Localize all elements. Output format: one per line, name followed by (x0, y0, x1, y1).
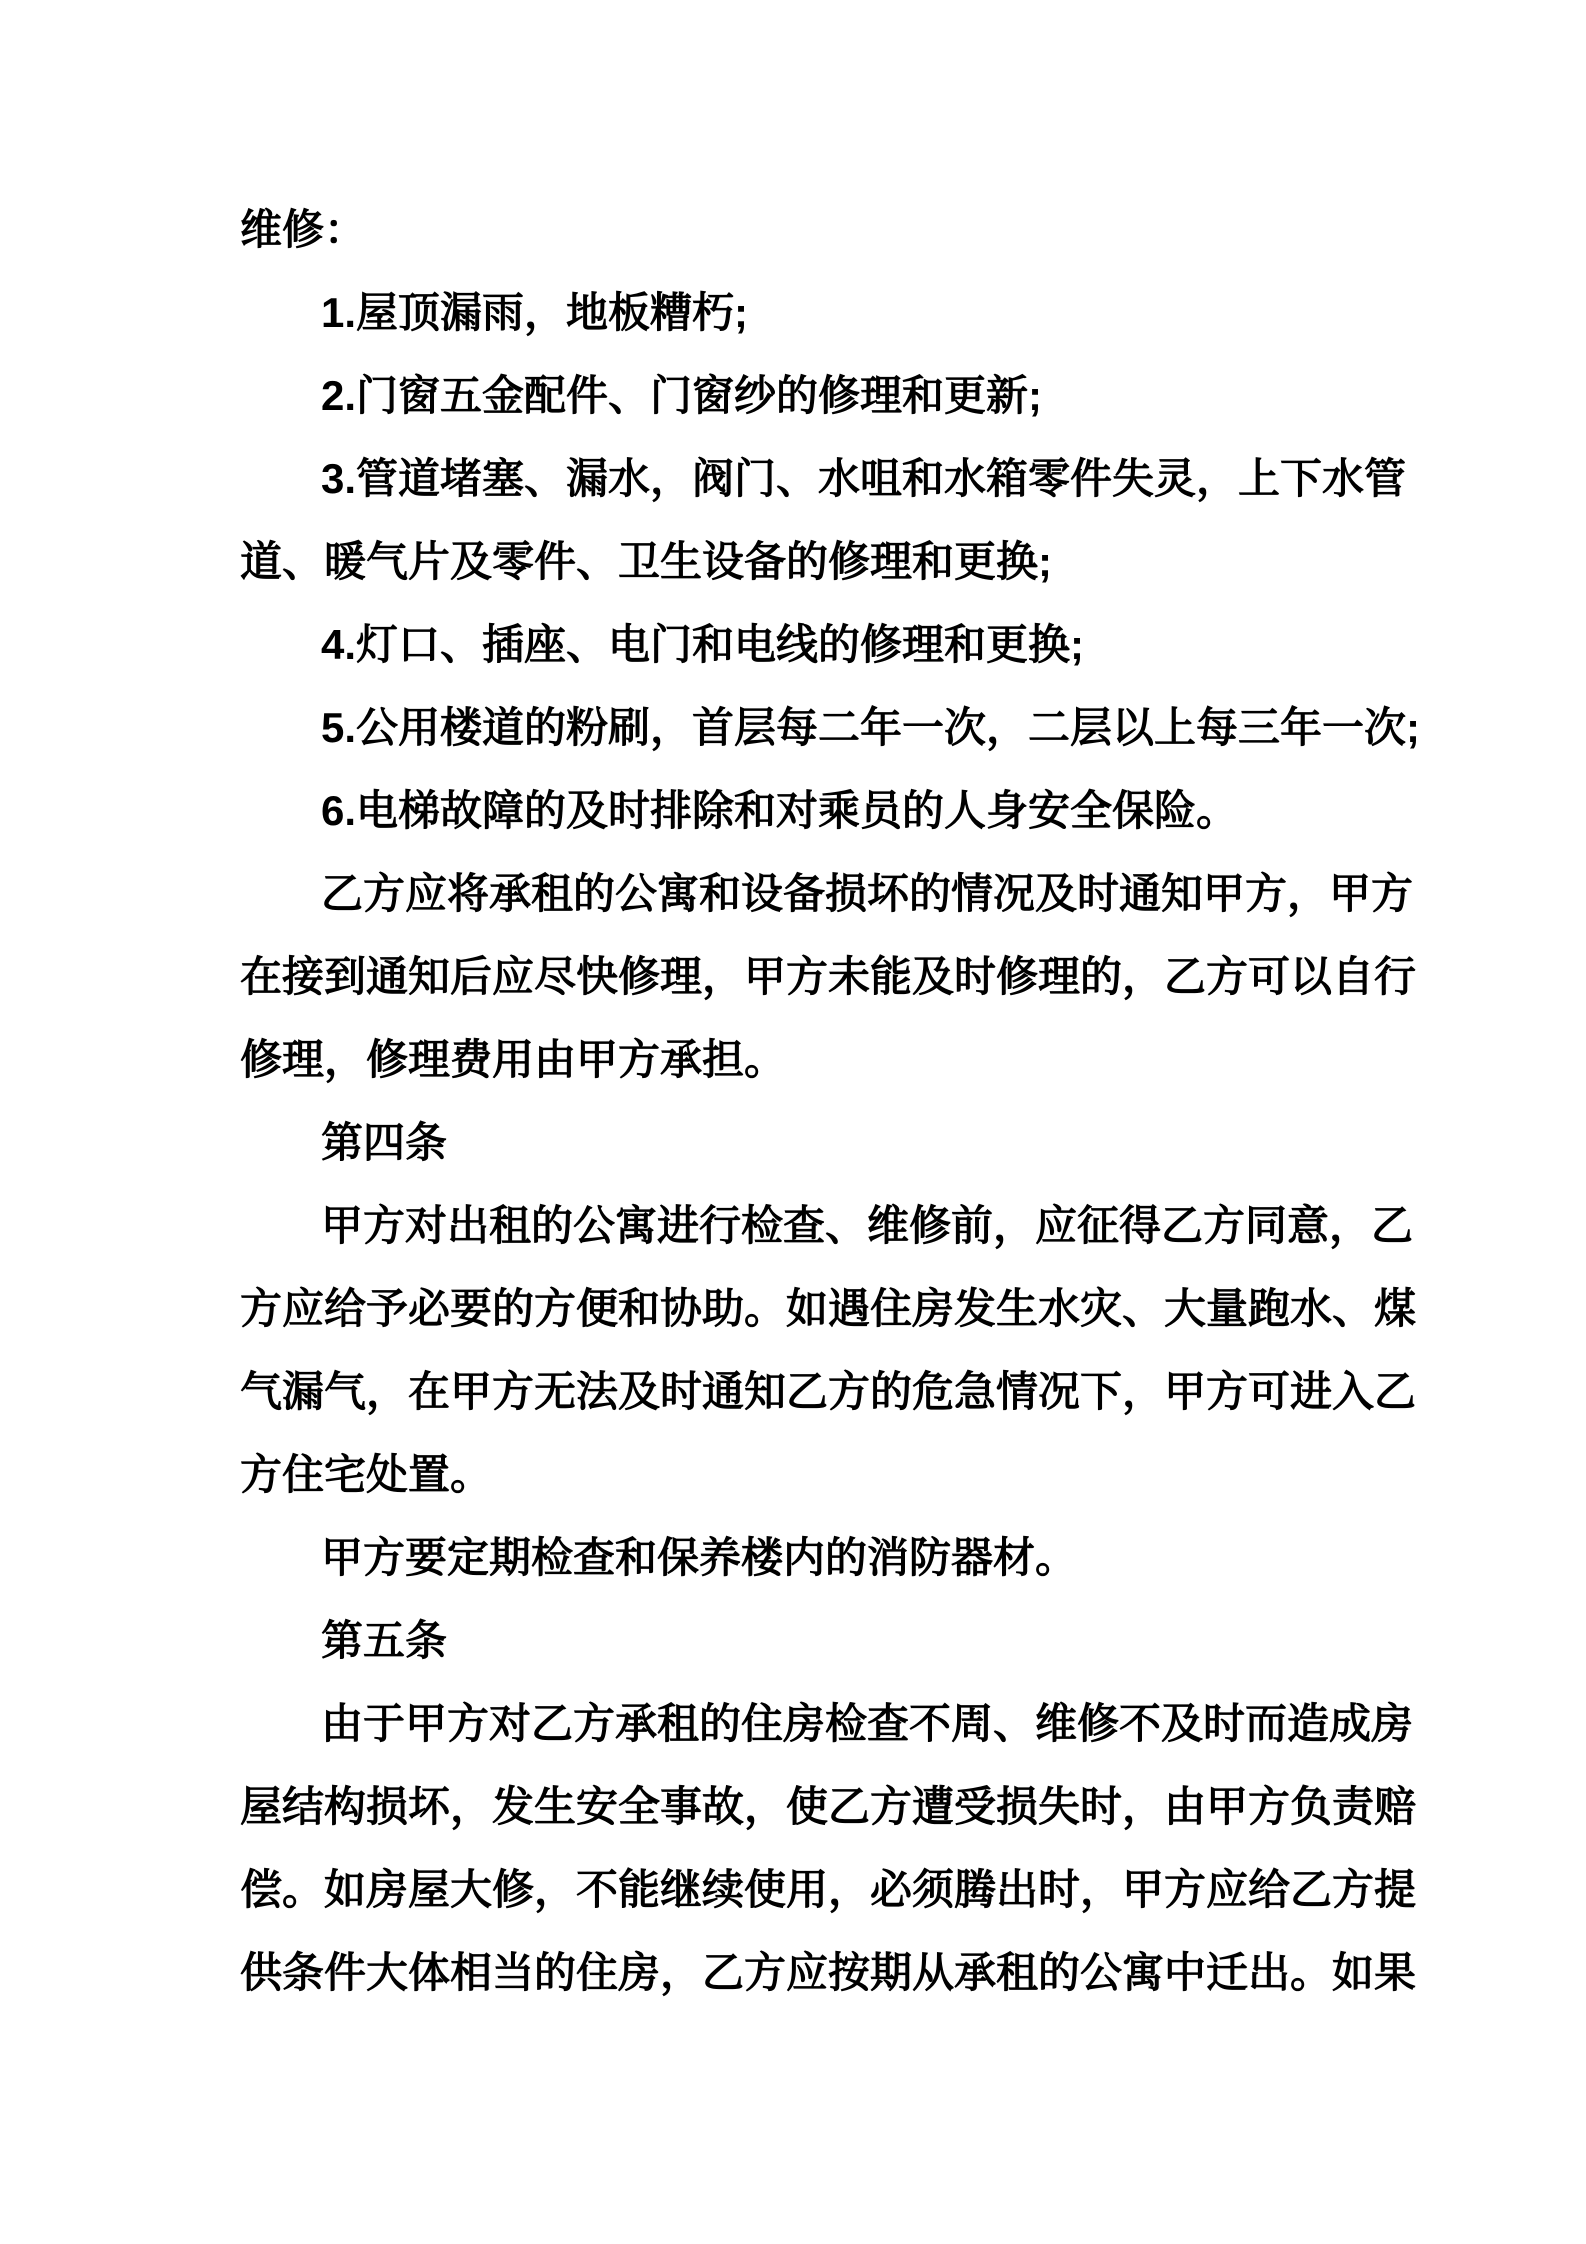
text-line: 5.公用楼道的粉刷，首层每二年一次，二层以上每三年一次; (321, 704, 1421, 751)
text-line: 第五条 (321, 1617, 448, 1664)
text-line: 修理，修理费用由甲方承担。 (240, 1036, 787, 1083)
text-line: 甲方对出租的公寓进行检查、维修前，应征得乙方同意，乙 (321, 1202, 1414, 1249)
text-line: 乙方应将承租的公寓和设备损坏的情况及时通知甲方，甲方 (321, 870, 1414, 917)
text-line: 在接到通知后应尽快修理，甲方未能及时修理的，乙方可以自行 (240, 953, 1417, 1000)
text-line: 3.管道堵塞、漏水，阀门、水咀和水箱零件失灵，上下水管 (321, 455, 1407, 502)
text-line: 方应给予必要的方便和协助。如遇住房发生水灾、大量跑水、煤 (240, 1285, 1417, 1332)
text-line: 第四条 (321, 1119, 448, 1166)
text-line: 2.门窗五金配件、门窗纱的修理和更新; (321, 372, 1043, 419)
text-line: 道、暖气片及零件、卫生设备的修理和更换; (240, 538, 1052, 585)
text-line: 维修： (240, 206, 367, 253)
text-line: 方住宅处置。 (240, 1451, 493, 1498)
text-line: 偿。如房屋大修，不能继续使用，必须腾出时，甲方应给乙方提 (240, 1866, 1417, 1913)
text-line: 供条件大体相当的住房，乙方应按期从承租的公寓中迁出。如果 (240, 1949, 1417, 1996)
text-line: 由于甲方对乙方承租的住房检查不周、维修不及时而造成房 (321, 1700, 1414, 1747)
text-line: 气漏气，在甲方无法及时通知乙方的危急情况下，甲方可进入乙 (240, 1368, 1417, 1415)
text-line: 屋结构损坏，发生安全事故，使乙方遭受损失时，由甲方负责赔 (240, 1783, 1417, 1830)
text-line: 甲方要定期检查和保养楼内的消防器材。 (321, 1534, 1078, 1581)
text-line: 1.屋顶漏雨，地板糟朽; (321, 289, 749, 336)
text-line: 6.电梯故障的及时排除和对乘员的人身安全保险。 (321, 787, 1239, 834)
text-line: 4.灯口、插座、电门和电线的修理和更换; (321, 621, 1085, 668)
